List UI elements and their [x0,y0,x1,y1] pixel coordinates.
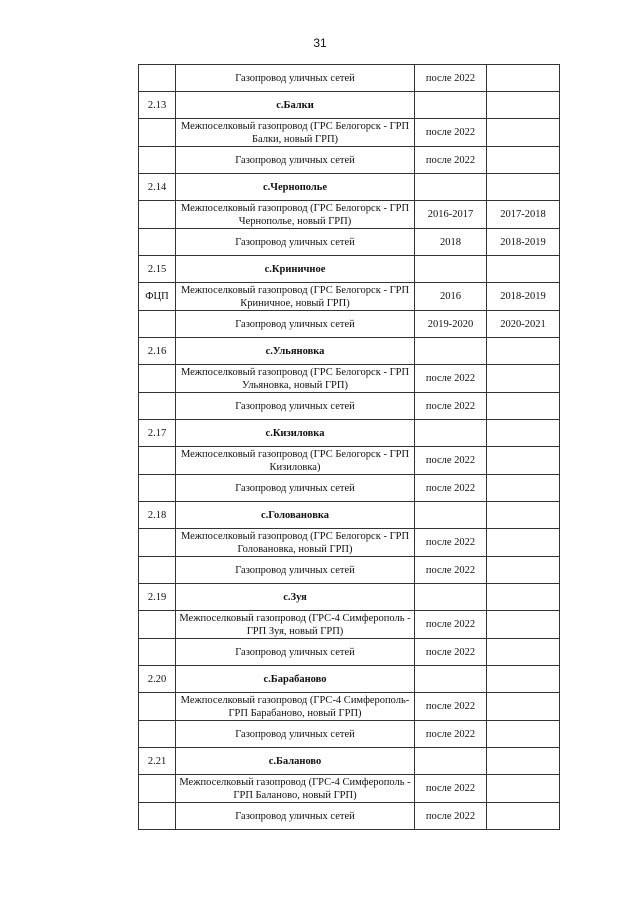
period-start-cell: после 2022 [415,693,487,721]
period-end-cell: 2018-2019 [487,283,560,311]
description-cell: Газопровод уличных сетей [176,311,415,338]
settlement-name-cell: с.Барабаново [176,666,415,693]
period-start-cell: после 2022 [415,611,487,639]
period-end-cell [487,447,560,475]
period-end-cell [487,92,560,119]
row-number-cell: 2.19 [139,584,176,611]
period-start-cell: после 2022 [415,393,487,420]
row-number-cell [139,529,176,557]
table-row [139,775,560,803]
description-cell: Межпоселковый газопровод (ГРС-4 Симферополь - ГРП Зуя, новый ГРП) [176,611,415,639]
period-end-cell [487,147,560,174]
period-start-cell: после 2022 [415,639,487,666]
description-cell: Газопровод уличных сетей [176,393,415,420]
period-end-cell [487,611,560,639]
settlement-header-row [139,502,560,529]
period-end-cell [487,721,560,748]
table-row [139,721,560,748]
table-row [139,557,560,584]
table-row [139,311,560,338]
table-row [139,475,560,502]
description-cell: Газопровод уличных сетей [176,147,415,174]
row-number-cell: ФЦП [139,283,176,311]
period-start-cell: 2019-2020 [415,311,487,338]
description-cell: Газопровод уличных сетей [176,65,415,92]
row-number-cell [139,365,176,393]
settlement-name-cell: с.Криничное [176,256,415,283]
settlement-header-row [139,748,560,775]
settlement-header-row [139,256,560,283]
table-row [139,529,560,557]
row-number-cell [139,557,176,584]
period-end-cell: 2020-2021 [487,311,560,338]
period-start-cell [415,338,487,365]
settlement-name-cell: с.Ульяновка [176,338,415,365]
period-end-cell [487,529,560,557]
settlement-name-cell: с.Кизиловка [176,420,415,447]
period-end-cell [487,775,560,803]
settlement-name-cell: с.Балки [176,92,415,119]
period-start-cell: 2018 [415,229,487,256]
period-start-cell [415,666,487,693]
description-cell: Газопровод уличных сетей [176,803,415,830]
description-cell: Межпоселковый газопровод (ГРС Белогорск - ГРП Голованoвка, новый ГРП) [176,529,415,557]
table-row [139,65,560,92]
table-row [139,639,560,666]
period-end-cell [487,65,560,92]
description-cell: Газопровод уличных сетей [176,475,415,502]
settlement-name-cell: с.Чернополье [176,174,415,201]
row-number-cell: 2.15 [139,256,176,283]
description-cell: Газопровод уличных сетей [176,557,415,584]
period-start-cell: после 2022 [415,529,487,557]
period-end-cell [487,666,560,693]
table-row [139,611,560,639]
description-cell: Межпоселковый газопровод (ГРС Белогорск - ГРП Чернополье, новый ГРП) [176,201,415,229]
page-number: 31 [313,36,327,50]
period-end-cell [487,748,560,775]
row-number-cell [139,475,176,502]
period-start-cell [415,92,487,119]
row-number-cell [139,229,176,256]
row-number-cell [139,65,176,92]
period-start-cell: после 2022 [415,65,487,92]
period-end-cell: 2018-2019 [487,229,560,256]
period-start-cell: после 2022 [415,721,487,748]
settlement-header-row [139,338,560,365]
row-number-cell: 2.14 [139,174,176,201]
period-end-cell [487,420,560,447]
row-number-cell [139,311,176,338]
period-start-cell [415,174,487,201]
settlement-name-cell: с.Баланово [176,748,415,775]
settlement-header-row [139,174,560,201]
period-start-cell [415,502,487,529]
period-start-cell: после 2022 [415,775,487,803]
period-start-cell: после 2022 [415,557,487,584]
table-row [139,693,560,721]
period-end-cell [487,502,560,529]
period-start-cell: 2016 [415,283,487,311]
gas-pipeline-schedule-table [138,64,560,830]
description-cell: Газопровод уличных сетей [176,721,415,748]
row-number-cell: 2.21 [139,748,176,775]
description-cell: Межпоселковый газопровод (ГРС Белогорск - ГРП Криничное, новый ГРП) [176,283,415,311]
period-start-cell: после 2022 [415,475,487,502]
period-end-cell [487,693,560,721]
table-row [139,447,560,475]
row-number-cell [139,639,176,666]
period-end-cell [487,119,560,147]
period-end-cell [487,803,560,830]
table-row [139,803,560,830]
period-start-cell: после 2022 [415,803,487,830]
table-row [139,201,560,229]
period-start-cell [415,256,487,283]
period-end-cell [487,584,560,611]
row-number-cell [139,693,176,721]
row-number-cell: 2.13 [139,92,176,119]
table-row [139,147,560,174]
table-row [139,393,560,420]
row-number-cell [139,147,176,174]
row-number-cell [139,721,176,748]
period-end-cell [487,475,560,502]
settlement-header-row [139,584,560,611]
description-cell: Межпоселковый газопровод (ГРС-4 Симферополь - ГРП Баланово, новый ГРП) [176,775,415,803]
period-start-cell [415,584,487,611]
row-number-cell [139,447,176,475]
settlement-name-cell: с.Голованoвка [176,502,415,529]
description-cell: Межпоселковый газопровод (ГРС Белогорск - ГРП Кизиловка) [176,447,415,475]
table-row [139,365,560,393]
row-number-cell [139,393,176,420]
row-number-cell: 2.18 [139,502,176,529]
settlement-header-row [139,666,560,693]
row-number-cell: 2.16 [139,338,176,365]
description-cell: Газопровод уличных сетей [176,229,415,256]
period-end-cell [487,365,560,393]
table-row [139,119,560,147]
period-start-cell [415,748,487,775]
period-end-cell: 2017-2018 [487,201,560,229]
period-end-cell [487,174,560,201]
period-start-cell: после 2022 [415,147,487,174]
period-start-cell: после 2022 [415,447,487,475]
period-end-cell [487,557,560,584]
description-cell: Межпоселковый газопровод (ГРС Белогорск - ГРП Балки, новый ГРП) [176,119,415,147]
row-number-cell [139,775,176,803]
description-cell: Межпоселковый газопровод (ГРС-4 Симферополь- ГРП Барабаново, новый ГРП) [176,693,415,721]
row-number-cell [139,119,176,147]
period-end-cell [487,338,560,365]
table-row [139,229,560,256]
period-end-cell [487,639,560,666]
settlement-header-row [139,420,560,447]
row-number-cell [139,611,176,639]
table-body [139,65,560,830]
settlement-header-row [139,92,560,119]
description-cell: Газопровод уличных сетей [176,639,415,666]
period-start-cell: 2016-2017 [415,201,487,229]
description-cell: Межпоселковый газопровод (ГРС Белогорск - ГРП Ульяновка, новый ГРП) [176,365,415,393]
settlement-name-cell: с.Зуя [176,584,415,611]
row-number-cell: 2.17 [139,420,176,447]
period-end-cell [487,393,560,420]
row-number-cell [139,803,176,830]
period-end-cell [487,256,560,283]
period-start-cell [415,420,487,447]
period-start-cell: после 2022 [415,365,487,393]
period-start-cell: после 2022 [415,119,487,147]
table-row [139,283,560,311]
row-number-cell [139,201,176,229]
row-number-cell: 2.20 [139,666,176,693]
